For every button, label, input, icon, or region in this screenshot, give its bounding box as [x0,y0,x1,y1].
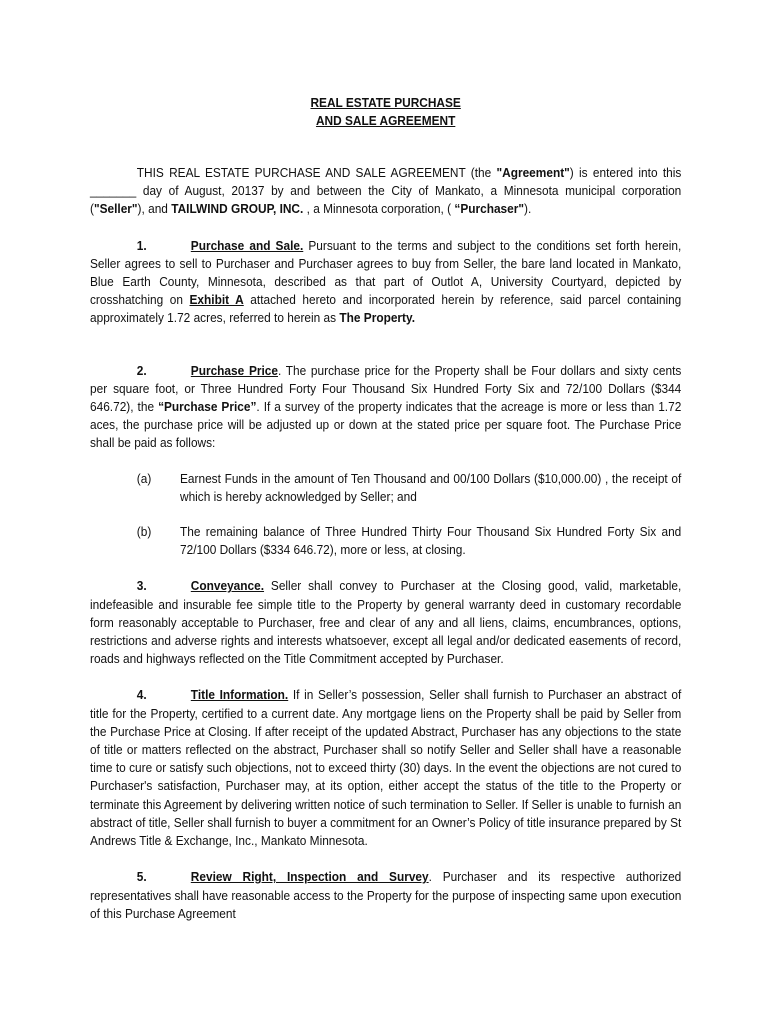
section-5-text: . Purchaser and its respective authorized representatives shall have reasonable access to the Property for the purpose of inspecting same upon execution of this Purchase Agreement [90,869,682,921]
section-5 [90,868,681,923]
section-2-text-1: . The purchase price for the Property shall be Four dollars and sixty cents per square foot, or Three Hundred Forty Four Thousand Six Hundred Forty Six and 72/100 Dollars ($344 646.72), the [90,362,682,415]
section-1 [90,237,681,328]
section-2-number: 2. [136,362,147,378]
section-1-heading: Purchase and Sale. [190,237,304,253]
intro-text-5: ). [524,201,532,217]
section-4-heading: Title Information. [190,687,289,703]
property-term: The Property. [339,310,416,326]
seller-term: "Seller" [93,201,138,217]
section-2 [90,362,681,453]
payment-item-b [90,523,681,559]
section-1-text-2: attached hereto and incorporated herein by reference, said parcel containing approximately 1.72 acres, referred to herein as [90,292,682,326]
section-3-text: Seller shall convey to Purchaser at the Closing good, valid, marketable, indefeasible and insurable fee simple title to the Property by general warranty deed in customary recordable form reasonably acceptable to Purchaser, free and clear of any and all liens, claims, encumbrances, options, restrictions and adverse rights and interests whatsoever, except all legal and/or dedicated easements of record, roads and highways reflected on the Title Commitment accepted by Purchaser. [90,578,682,667]
agreement-document [90,94,682,923]
payment-item-b-label: (b) [136,524,152,540]
intro-paragraph [90,164,681,219]
payment-item-a-text: Earnest Funds in the amount of Ten Thousand and 00/100 Dollars ($10,000.00) , the receipt of which is hereby acknowledged by Seller; and [180,470,682,504]
purchase-price-term: “Purchase Price” [158,399,257,415]
section-3 [90,577,681,668]
intro-text-4: , a Minnesota corporation, ( [303,201,455,217]
section-2-text-2: . If a survey of the property indicates that the acreage is more or less than 1.72 aces, the purchase price will be adjusted up or down at the stated price per square foot. The Purchase Price shall be paid as follows: [90,399,682,451]
section-4-number: 4. [136,687,147,703]
section-1-text-1: Pursuant to the terms and subject to the conditions set forth herein, Seller agrees to sell to Purchaser and Purchaser agrees to buy from Seller, the bare land located in Mankato, Blue Earth County, Minnesota, described as that part of Outlot A, University Courtyard, depicted by crosshatching on [90,237,682,308]
section-5-number: 5. [136,869,147,885]
purchaser-term: “Purchaser" [454,201,525,217]
title-line-2: AND SALE AGREEMENT [315,113,456,128]
section-2-heading: Purchase Price [190,362,278,378]
purchaser-name: TAILWIND GROUP, INC. [171,201,304,217]
section-3-heading: Conveyance. [190,578,265,594]
document-title [90,94,681,130]
intro-text-3: ), and [137,201,172,217]
title-line-1: REAL ESTATE PURCHASE [310,95,461,110]
section-4-text: If in Seller’s possession, Seller shall furnish to Purchaser an abstract of title for the Property, certified to a current date. Any mortgage liens on the Property shall be paid by Seller from the Purchase Price at Closing. If after receipt of the updated Abstract, Purchaser has any objections to the state of title or matters reflected on the abstract, Purchaser shall so notify Seller and Seller shall have a reasonable time to cure or satisfy such objections, not to exceed thirty (30) days. In the event the objections are not cured to Purchaser's satisfaction, Purchaser may, at its option, either accept the status of the title to the Property or terminate this Agreement by delivering written notice of such termination to Seller. If Seller is unable to furnish an abstract of title, Seller shall furnish to buyer a commitment for an Owner’s Policy of title insurance prepared by St Andrews Title & Exchange, Inc., Mankato Minnesota. [90,687,682,849]
section-4 [90,686,681,850]
section-3-number: 3. [136,578,147,594]
payment-item-a [90,470,681,506]
intro-text-1: THIS REAL ESTATE PURCHASE AND SALE AGREEMENT (the [136,165,497,180]
payment-item-a-label: (a) [136,470,152,486]
section-1-number: 1. [136,237,147,253]
exhibit-a-reference: Exhibit A [189,292,244,308]
section-5-heading: Review Right, Inspection and Survey [190,869,429,885]
intro-text-2: ) is entered into this _______ day of August, 20137 by and between the City of Mankato, a Minnesota municipal corporation ( [90,165,682,217]
payment-item-b-text: The remaining balance of Three Hundred Thirty Four Thousand Six Hundred Forty Six and 72/100 Dollars ($334 646.72), more or less, at closing. [180,524,682,558]
agreement-term: "Agreement" [496,165,570,180]
